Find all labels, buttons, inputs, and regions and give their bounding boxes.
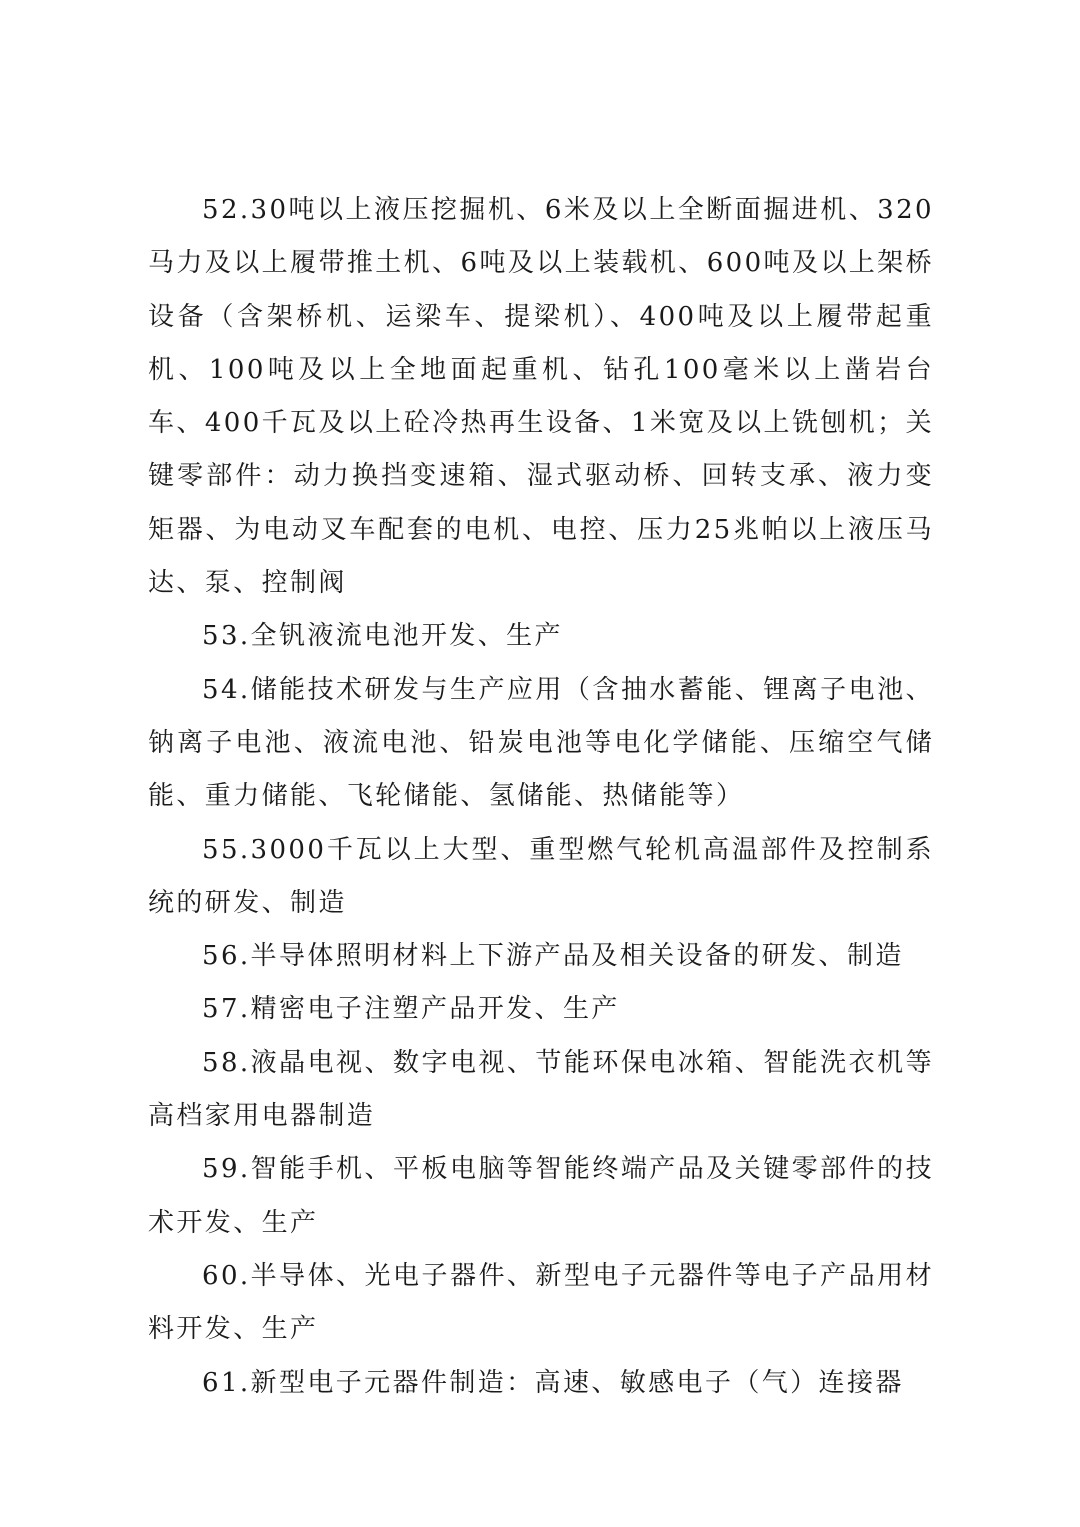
- paragraph-item-60: 60.半导体、光电子器件、新型电子元器件等电子产品用材料开发、生产: [148, 1260, 934, 1345]
- document-body: [148, 184, 934, 1410]
- paragraph-item-56: 56.半导体照明材料上下游产品及相关设备的研发、制造: [202, 941, 904, 972]
- paragraph-item-61: 61.新型电子元器件制造：高速、敏感电子（气）连接器: [202, 1367, 904, 1398]
- paragraph-item-57: 57.精密电子注塑产品开发、生产: [202, 994, 620, 1025]
- paragraph-item-54: 54.储能技术研发与生产应用（含抽水蓄能、锂离子电池、钠离子电池、液流电池、铅炭电池等电化学储能、压缩空气储能、重力储能、飞轮储能、氢储能、热储能等）: [148, 674, 934, 812]
- paragraph-item-52: 52.30吨以上液压挖掘机、6米及以上全断面掘进机、320马力及以上履带推土机、6吨及以上装载机、600吨及以上架桥设备（含架桥机、运梁车、提梁机）、400吨及以上履带起重机、100吨及以上全地面起重机、钻孔100毫米以上凿岩台车、400千瓦及以上砼冷热再生设备、1米宽及以上铣刨机；关键零部件：动力换挡变速箱、湿式驱动桥、回转支承、液力变矩器、为电动叉车配套的电机、电控、压力25兆帕以上液压马达、泵、控制阀: [148, 195, 934, 599]
- paragraph-item-55: 55.3000千瓦以上大型、重型燃气轮机高温部件及控制系统的研发、制造: [148, 834, 934, 918]
- paragraph-item-53: 53.全钒液流电池开发、生产: [202, 621, 563, 652]
- paragraph-item-59: 59.智能手机、平板电脑等智能终端产品及关键零部件的技术开发、生产: [148, 1154, 934, 1238]
- paragraph-item-58: 58.液晶电视、数字电视、节能环保电冰箱、智能洗衣机等高档家用电器制造: [148, 1047, 934, 1132]
